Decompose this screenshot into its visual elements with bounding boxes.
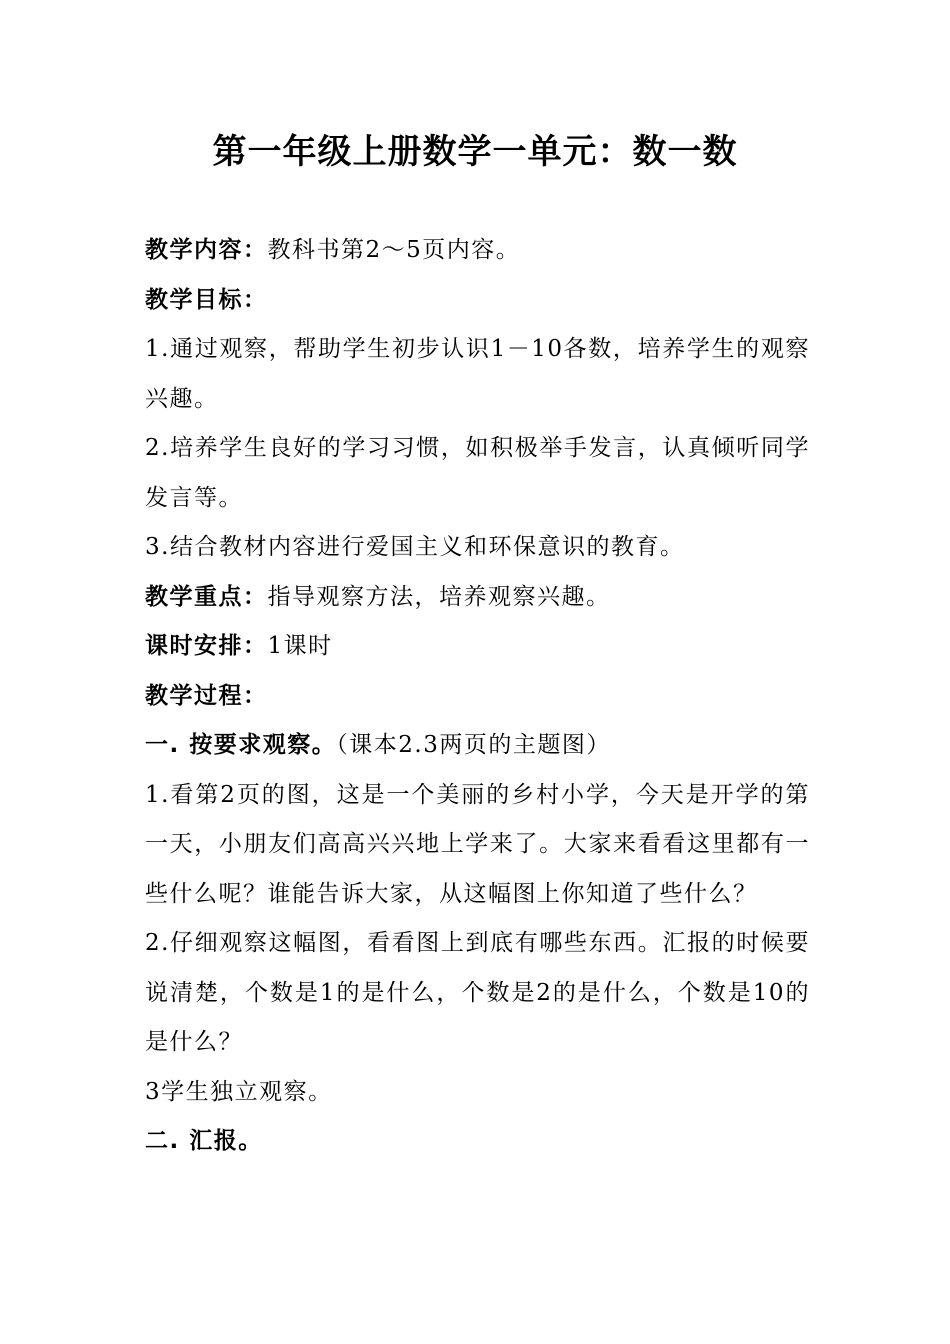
- section1-item: 1.看第2页的图，这是一个美丽的乡村小学，今天是开学的第一天，小朋友们高高兴兴地上学来了。大家来看看这里都有一些什么呢？谁能告诉大家，从这幅图上你知道了些什么？: [145, 781, 810, 907]
- section1-heading: 一. 按要求观察。: [145, 732, 337, 758]
- goal-item: 1.通过观察，帮助学生初步认识1－10各数，培养学生的观察兴趣。: [145, 336, 810, 412]
- document-body: [145, 226, 810, 1167]
- schedule-text: 1课时: [267, 633, 333, 659]
- section1-item: 2.仔细观察这幅图，看看图上到底有哪些东西。汇报的时候要说清楚，个数是1的是什么，个数是2的是什么，个数是10的是什么？: [145, 930, 810, 1055]
- schedule-line: [145, 622, 810, 672]
- goals-label: 教学目标：: [145, 286, 268, 313]
- schedule-label: 课时安排：: [145, 633, 268, 659]
- process-label: 教学过程：: [145, 682, 268, 709]
- content-label: 教学内容：: [145, 237, 268, 263]
- key-point-text: 指导观察方法，培养观察兴趣。: [267, 583, 611, 610]
- content-line: [145, 226, 810, 276]
- section1-note: （课本2.3两页的主题图）: [336, 732, 611, 758]
- section1-line: [145, 721, 810, 771]
- section1-item: 3学生独立观察。: [145, 1078, 333, 1105]
- goal-item: 3.结合教材内容进行爱国主义和环保意识的教育。: [145, 534, 685, 560]
- content-text: 教科书第2～5页内容。: [267, 237, 521, 263]
- goal-item: 2.培养学生良好的学习习惯，如积极举手发言，认真倾听同学发言等。: [145, 435, 810, 511]
- key-point-line: [145, 573, 810, 623]
- key-point-label: 教学重点：: [145, 583, 268, 610]
- section2-heading: 二. 汇报。: [145, 1128, 263, 1154]
- page-title: 第一年级上册数学一单元：数一数: [212, 132, 738, 172]
